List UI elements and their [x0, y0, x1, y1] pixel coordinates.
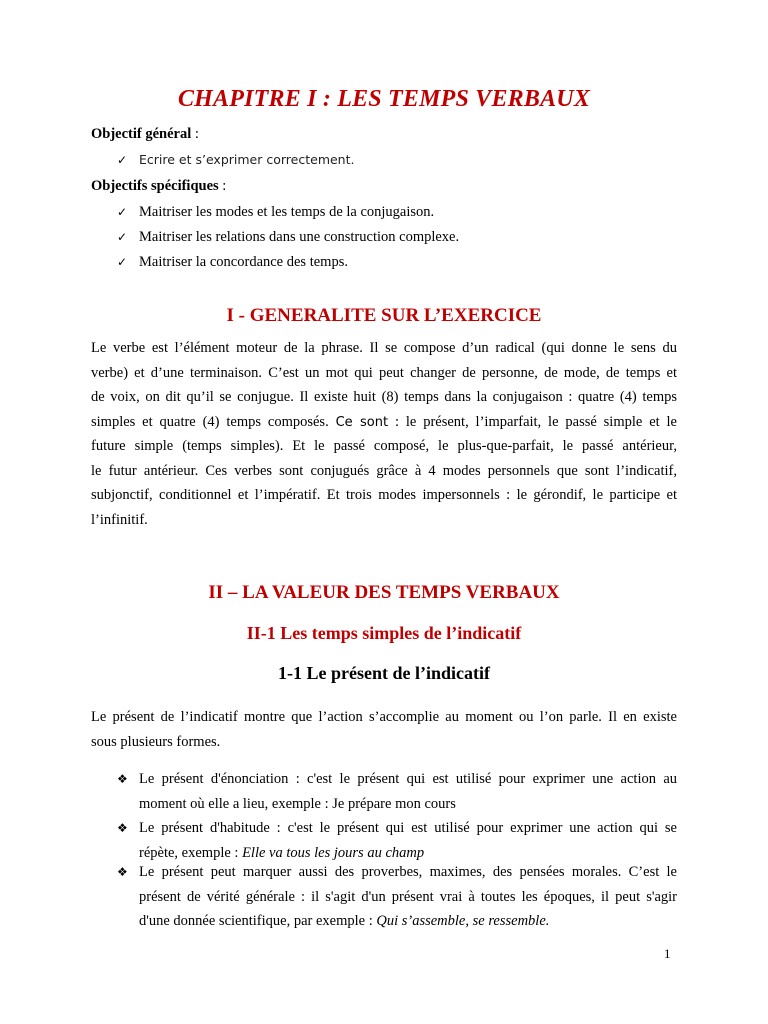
objectif-general-item: ✓ Ecrire et s’exprimer correctement.: [117, 152, 355, 167]
example-text: Elle va tous les jours au champ: [242, 844, 425, 861]
check-mark-icon: ✓: [117, 255, 128, 269]
bullet-item: ❖ Le présent d'énonciation : c'est le présent qui est utilisé pour exprimer une action au moment où elle a lieu, exemple : Je prépare mon cours: [117, 767, 677, 816]
example-text: Qui s’assemble, se ressemble.: [376, 913, 550, 929]
diamond-bullet-icon: ❖: [117, 865, 128, 879]
check-mark-icon: ✓: [117, 230, 128, 244]
chapter-title: CHAPITRE I : LES TEMPS VERBAUX: [177, 86, 591, 112]
page-number: 1: [664, 946, 671, 961]
diamond-bullet-icon: ❖: [117, 772, 128, 786]
section-1-paragraph: Le verbe est l’élément moteur de la phrase. Il se compose d’un radical (qui donne le sens du verbe) et d’une terminaison. C’est un mot qui peut changer de personne, de mode, de temps et de voix, on dit qu’il se conjugue. Il existe huit (8) temps dans la conjugaison : quatre (4) temps simples et quatre (4) temps composés. Ce sont : le présent, l’imparfait, le passé simple et le future simple (temps simples). Et le passé composé, le plus-que-parfait, le passé antérieur, le futur antérieur. Ces verbes sont conjugués grâce à 4 modes personnels que sont l’indicatif, subjonctif, conditionnel et l’impératif. Et trois modes impersonnels : le gérondif, le participe et l’infinitif.: [91, 340, 677, 528]
objectif-specifique-item: ✓ Maitriser les relations dans une construction complexe.: [117, 229, 460, 245]
bullet-item: ❖ Le présent peut marquer aussi des proverbes, maximes, des pensées morales. C’est le présent de vérité générale : il s'agit d'un présent vrai à toutes les époques, il peut s'agir d'une donnée scientifique, par exemple : Qui s’assemble, se ressemble.: [117, 860, 677, 934]
objectifs-specifiques-label: Objectifs spécifiques :: [91, 178, 227, 194]
intro-paragraph: Le présent de l’indicatif montre que l’action s’accomplie au moment ou l’on parle. Il en existe sous plusieurs formes.: [91, 709, 677, 750]
diamond-bullet-icon: ❖: [117, 821, 128, 835]
section-1-title: I - GENERALITE SUR L’EXERCICE: [226, 305, 542, 326]
objectif-specifique-item: ✓ Maitriser la concordance des temps.: [117, 254, 348, 270]
objectif-general-label: Objectif général :: [91, 126, 199, 142]
section-2-title: II – LA VALEUR DES TEMPS VERBAUX: [208, 582, 560, 603]
subsection-title: II-1 Les temps simples de l’indicatif: [246, 623, 522, 643]
objectif-specifique-item: ✓ Maitriser les modes et les temps de la conjugaison.: [117, 204, 435, 220]
check-mark-icon: ✓: [117, 205, 128, 219]
heading-present-indicatif: 1-1 Le présent de l’indicatif: [278, 663, 490, 683]
check-mark-icon: ✓: [117, 153, 128, 167]
bullet-item: ❖ Le présent d'habitude : c'est le présent qui est utilisé pour exprimer une action qui se répète, exemple : Elle va tous les jours au champ: [117, 816, 677, 865]
